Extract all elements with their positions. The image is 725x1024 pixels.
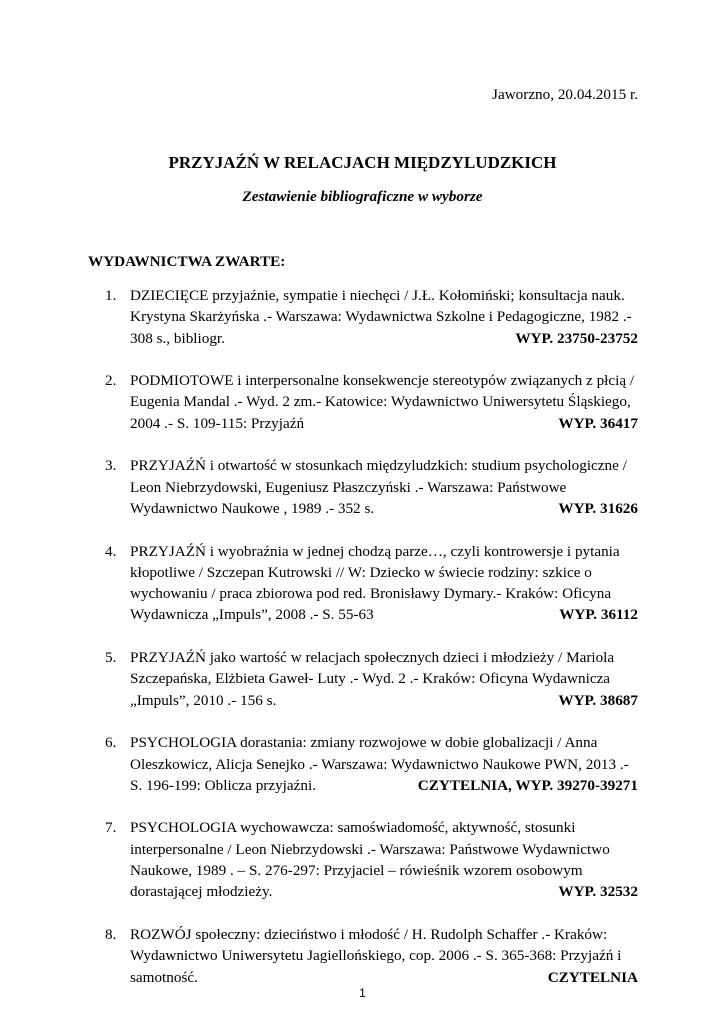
bibliography-entry [88, 924, 638, 988]
document-title: PRZYJAŹŃ W RELACJACH MIĘDZYLUDZKICH [168, 153, 557, 172]
section-heading: WYDAWNICTWA ZWARTE: [88, 253, 286, 270]
bibliography-list [88, 285, 638, 1009]
entry-number: 1. [105, 287, 117, 304]
entry-number: 2. [105, 372, 117, 390]
entry-call-number: WYP. 38687 [558, 691, 638, 709]
entry-call-number: WYP. 36417 [558, 414, 638, 432]
entry-text: PSYCHOLOGIA dorastania: zmiany rozwojowe w dobie globalizacji / Anna Oleszkowicz, Alicja Senejko .- Warszawa: Wydawnictwo Naukowe PWN, 2013 .- S. 196-199: Oblicza przyjaźni. [130, 734, 629, 794]
entry-text: PRZYJAŹŃ i wyobraźnia w jednej chodzą parze…, czyli kontrowersje i pytania kłopotliwe / Szczepan Kutrowski // W: Dziecko w świecie rodziny: szkice o wychowaniu / praca zbiorowa pod red. Bronisławy Dymary.- Kraków: Oficyna Wydawnicza „Impuls”, 2008 .- S. 55-63 [130, 542, 620, 624]
page-number: 1 [359, 986, 366, 1000]
document-subtitle: Zestawienie bibliograficzne w wyborze [242, 188, 483, 205]
bibliography-entry [88, 370, 638, 434]
entry-text: PSYCHOLOGIA wychowawcza: samoświadomość, aktywność, stosunki interpersonalne / Leon Niebrzydowski .- Warszawa: Państwowe Wydawnictwo Naukowe, 1989 . – S. 276-297: Przyjaciel – rówieśnik wzorem osobowym dorastającej młodzieży. [130, 819, 610, 901]
entry-call-number: WYP. 31626 [558, 499, 638, 517]
entry-number: 3. [105, 457, 117, 475]
entry-call-number: WYP. 36112 [559, 606, 638, 624]
document-date: Jaworzno, 20.04.2015 r. [492, 86, 638, 103]
entry-number: 8. [105, 925, 117, 943]
entry-call-number: CZYTELNIA, WYP. 39270-39271 [417, 776, 638, 794]
bibliography-entry [88, 647, 638, 711]
entry-call-number: WYP. 23750-23752 [515, 329, 638, 347]
entry-call-number: WYP. 32532 [558, 883, 638, 901]
entry-text: PRZYJAŹŃ i otwartość w stosunkach międzyludzkich: studium psychologiczne / Leon Niebrzydowski, Eugeniusz Płaszczyński .- Warszawa: Państwowe Wydawnictwo Naukowe , 1989 .- 352 s. [130, 457, 627, 517]
bibliography-entry [88, 817, 638, 902]
entry-number: 5. [105, 649, 117, 667]
entry-number: 7. [105, 819, 117, 837]
entry-number: 6. [105, 734, 117, 752]
bibliography-entry [88, 732, 638, 796]
entry-number: 4. [105, 542, 117, 560]
entry-text: PODMIOTOWE i interpersonalne konsekwencje stereotypów związanych z płcią / Eugenia Mandal .- Wyd. 2 zm.- Katowice: Wydawnictwo Uniwersytetu Śląskiego, 2004 .- S. 109-115: Przyjaźń [130, 372, 635, 432]
entry-call-number: CZYTELNIA [547, 968, 638, 986]
entry-text: PRZYJAŹŃ jako wartość w relacjach społecznych dzieci i młodzieży / Mariola Szczepańska, Elżbieta Gaweł- Luty .- Wyd. 2 .- Kraków: Oficyna Wydawnicza „Impuls”, 2010 .- 156 s. [130, 649, 615, 709]
entry-text: DZIECIĘCE przyjaźnie, sympatie i niechęci / J.Ł. Kołomiński; konsultacja nauk. Krystyna Skarżyńska .- Warszawa: Wydawnictwa Szkolne i Pedagogiczne, 1982 .- 308 s., bibliogr. [130, 287, 632, 347]
bibliography-entry [88, 455, 638, 519]
bibliography-entry [88, 285, 638, 349]
entry-text: ROZWÓJ społeczny: dzieciństwo i młodość / H. Rudolph Schaffer .- Kraków: Wydawnictwo Uniwersytetu Jagiellońskiego, cop. 2006 .- S. 365-368: Przyjaźń i samotność. [130, 925, 622, 986]
bibliography-entry [88, 541, 638, 626]
